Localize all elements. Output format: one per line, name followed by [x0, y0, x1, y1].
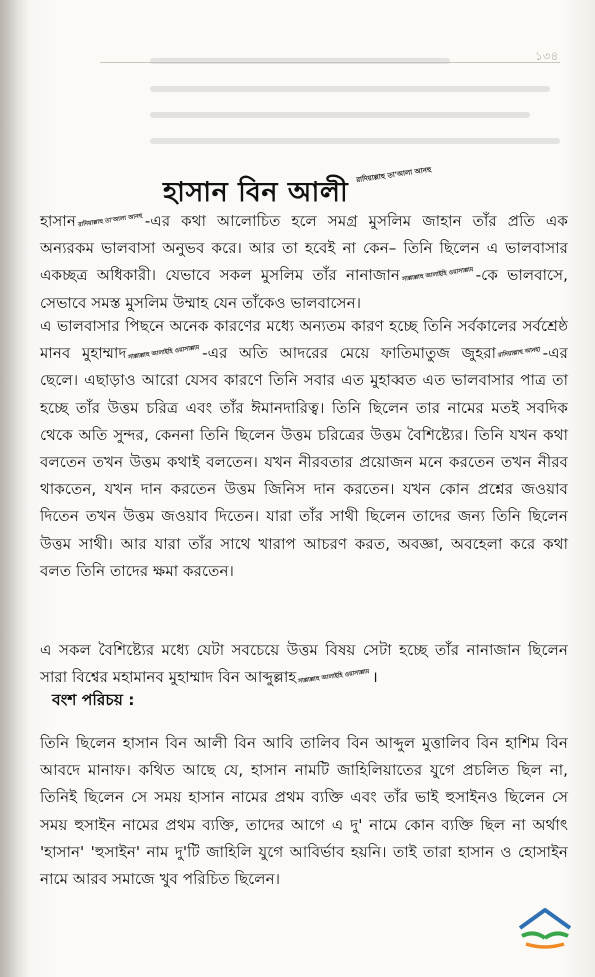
honorific-sallallahu: সাল্লাল্লাহু আলাইহি ওয়াসাল্লাম — [401, 266, 474, 284]
paragraph-2-part-c: -এর ছেলে। এছাড়াও আরো যেসব কারণে তিনি সবার এত মুহাব্বত এত ভালবাসার পাত্র তা হচ্ছে তাঁর উত্তম চরিত্র এবং তাঁর ঈমানদারিত্ব। তিনি ছিলেন তার নামের মতই সবদিক থেকে অতি সুন্দর, কেননা তিনি ছিলেন উত্তম চরিত্রের উত্তম বৈশিষ্ট্যের। তিনি যখন কথা বলতেন তখন উত্তম কথাই বলতেন। যখন নীরবতার প্রয়োজন মনে করতেন তখন নীরব থাকতেন, যখন দান করতেন উত্তম জিনিস দান করতেন। যখন কোন প্রশ্নের জওয়াব দিতেন তখন উত্তম জওয়াব দিতেন। যারা তাঁর সাথী ছিলেন তাদের জন্য তিনি ছিলেন উত্তম সাথী। আর যারা তাঁর সাথে খারাপ আচরণ করত, অবজ্ঞা, অবহেলা করে কথা বলত তিনি তাদের ক্ষমা করতেন। — [40, 344, 568, 580]
paragraph-3-part-a: এ সকল বৈশিষ্ট্যের মধ্যে যেটা সবচেয়ে উত্তম বিষয় সেটা হচ্ছে তাঁর নানাজান ছিলেন সারা বিশ্বের মহামানব মুহাম্মাদ বিন আব্দুল্লাহ — [40, 641, 568, 687]
paragraph-2 — [40, 313, 568, 585]
paragraph-3 — [40, 637, 568, 691]
page-fold-shadow — [0, 0, 30, 977]
page-number: ১৩৪ — [535, 49, 559, 63]
logo-roof — [520, 910, 570, 928]
logo-book-left — [522, 933, 545, 938]
paragraph-3-part-b: । — [372, 668, 378, 687]
honorific-sallallahu: সাল্লাল্লাহু আলাইহি ওয়াসাল্লাম — [128, 344, 201, 362]
section-heading: বংশ পরিচয় : — [52, 691, 135, 709]
running-head-rule — [100, 62, 560, 63]
paragraph-2-part-a: এ ভালবাসার পিছনে অনেক কারণের মধ্যে অন্যতম কারণ হচ্ছে তিনি সর্বকালের সর্বশ্রেষ্ঠ মানব মুহাম্মাদ — [40, 317, 568, 363]
honorific-sallallahu: সাল্লাল্লাহু আলাইহি ওয়াসাল্লাম — [298, 668, 371, 686]
title-honorific: রাদিয়াল্লাহু তা'আলা আনহু — [356, 165, 433, 185]
logo-base — [526, 944, 564, 947]
paragraph-1-part-b: -এর কথা আলোচিত হলে সমগ্র মুসলিম জাহান তাঁর প্রতি এক অন্যরকম ভালবাসা অনুভব করে। আর তা হবেই না কেন– তিনি ছিলেন এ ভালবাসার একচ্ছত্র অধিকারী। যেভাবে সকল মুসলিম তাঁর নানাজান — [40, 212, 568, 285]
honorific-radi: রাদিয়াল্লাহু তা'আলা আনহু — [77, 212, 143, 229]
publisher-logo-icon — [514, 906, 576, 952]
paragraph-1-part-a: হাসান — [40, 212, 76, 230]
paragraph-2-part-b: -এর অতি আদরের মেয়ে ফাতিমাতুজ জুহরা — [202, 344, 497, 363]
paragraph-1-part-c: -কে ভালবাসে, সেভাবে সমস্ত মুসলিম উম্মাহ যেন তাঁকেও ভালবাসেন। — [40, 266, 569, 312]
chapter-title-text: হাসান বিন আলী — [162, 177, 349, 208]
paragraph-lineage — [40, 730, 568, 893]
show-through-text — [150, 50, 570, 170]
logo-book-right — [545, 933, 568, 938]
honorific-radiha: রাদিয়াল্লাহু আনহা — [497, 346, 541, 360]
paragraph-1 — [40, 208, 568, 317]
paragraph-lineage-text: তিনি ছিলেন হাসান বিন আলী বিন আবি তালিব বিন আব্দুল মুত্তালিব বিন হাশিম বিন আবদে মানাফ। কথিত আছে যে, হাসান নামটি জাহিলিয়াতের যুগে প্রচলিত ছিল না, তিনিই ছিলেন সে সময় হাসান নামের প্রথম ব্যক্তি এবং তাঁর ভাই হুসাইনও ছিলেন সে সময় হুসাইন নামের প্রথম ব্যক্তি, তাদের আগে এ দু' নামে কোন ব্যক্তি ছিল না অর্থাৎ 'হাসান' 'হুসাইন' নাম দু'টি জাহিলি যুগে আবির্ভাব হয়নি। তাই তারা হাসান ও হোসাইন নামে আরব সমাজে খুব পরিচিত ছিলেন। — [40, 734, 568, 889]
